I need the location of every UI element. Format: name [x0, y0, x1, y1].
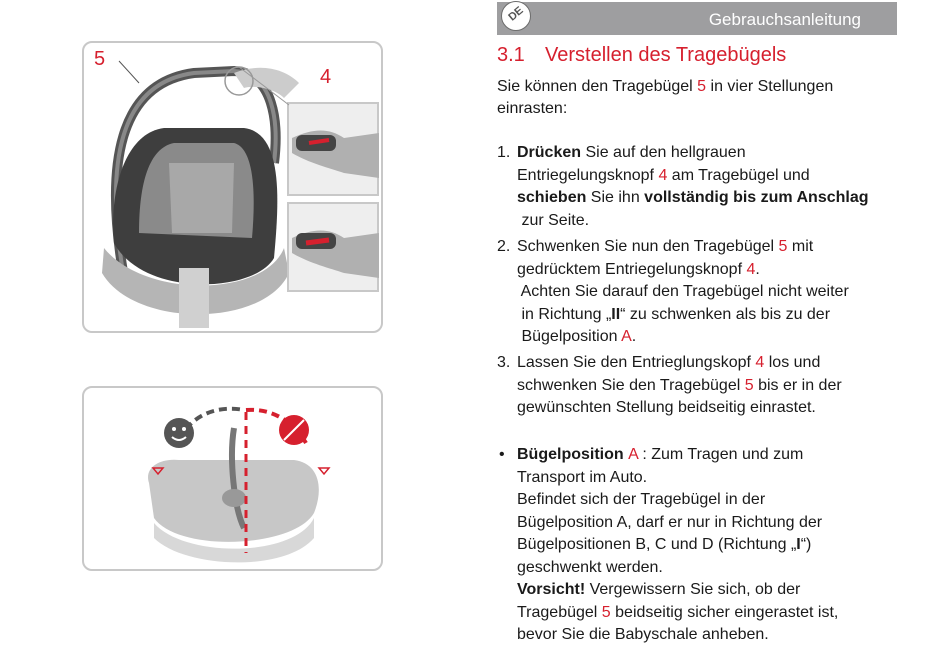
step-ref: 5: [778, 238, 788, 255]
step-text: Schwenken Sie nun den Tragebügel: [517, 238, 779, 255]
step-text: Sie auf den hellgrauen: [581, 144, 746, 161]
bullet-text: bevor Sie die Babyschale anheben.: [517, 626, 769, 643]
bullet-text: : Zum Tragen und zum: [637, 446, 804, 463]
figure-car-seat-handle: [82, 41, 383, 333]
bullet-text: Bügelposition A, darf er nur in Richtung der: [517, 513, 823, 531]
step-ref: 4: [746, 260, 756, 278]
bullet-dot: •: [499, 446, 505, 463]
step-number: 2.: [497, 238, 511, 255]
step-text: Sie ihn: [586, 189, 645, 206]
bullet-text: “): [800, 536, 812, 553]
car-seat-illustration: [84, 43, 381, 331]
bullet-text: Tragebügel: [517, 603, 602, 621]
intro-ref: 5: [697, 78, 707, 95]
bullet-text: Vorsicht!: [517, 581, 586, 598]
language-label: DE: [506, 4, 526, 24]
step-text: II: [611, 305, 621, 323]
step-text: .: [631, 328, 637, 345]
bullet-ref: 5: [601, 603, 611, 621]
intro-paragraph: [497, 76, 897, 120]
section-heading: Verstellen des Tragebügels: [545, 44, 787, 66]
bullet-text: Befindet sich der Tragebügel in der: [517, 491, 766, 508]
step-ref: 4: [755, 354, 765, 371]
language-badge: [501, 1, 531, 31]
step-text: mit: [787, 238, 814, 255]
bullet-text: I: [796, 536, 801, 553]
intro-text-end: in vier Stellungen einrasten:: [497, 78, 834, 117]
step-text: gewünschten Stellung beidseitig einrastet.: [517, 399, 816, 416]
step-ref: A: [621, 328, 632, 345]
step-text: Achten Sie darauf den Tragebügel nicht weiter: [517, 283, 849, 300]
bullet-text: Bügelpositionen B, C und D (Richtung „: [517, 536, 797, 553]
step-text: Entriegelungsknopf: [517, 166, 659, 184]
step-text: los und: [764, 354, 821, 371]
step-text: gedrücktem Entriegelungsknopf: [517, 260, 747, 278]
bullet-text: beidseitig sicher eingerastet ist,: [610, 603, 839, 621]
step-number: 3.: [497, 354, 511, 371]
step-text: Drücken: [517, 144, 582, 161]
bullet-ref: A: [628, 446, 638, 463]
step-text: Lassen Sie den Entrieglungskopf: [517, 354, 756, 371]
section-number: 3.1: [497, 44, 525, 66]
step-ref: 4: [658, 166, 668, 184]
step-text: vollständig bis zum Anschlag: [644, 189, 869, 206]
step-text: .: [755, 260, 760, 278]
header-title: Gebrauchsanleitung: [708, 10, 861, 29]
step-text: schieben: [517, 189, 587, 206]
bullet-text: Vergewissern Sie sich, ob der: [585, 581, 801, 598]
header-bar: [497, 2, 897, 35]
bullet-text: Bügelposition: [517, 446, 629, 463]
callout-4: 4: [320, 66, 332, 88]
section-title: [497, 44, 786, 67]
step-text: in Richtung „: [517, 305, 612, 323]
step-number: 1.: [497, 144, 511, 161]
intro-text: Sie können den Tragebügel: [497, 78, 698, 95]
callout-5: 5: [94, 48, 106, 70]
step-text: “ zu schwenken als bis zu der: [620, 305, 831, 323]
step-ref: 5: [744, 376, 754, 394]
bullet-text: geschwenkt werden.: [517, 558, 663, 576]
handle-position-illustration: [84, 388, 381, 569]
step-text: zur Seite.: [517, 211, 590, 229]
step-text: Bügelposition: [517, 328, 622, 345]
figure-handle-positions: [82, 386, 383, 571]
step-text: schwenken Sie den Tragebügel: [517, 376, 745, 394]
step-text: am Tragebügel und: [667, 166, 810, 184]
step-text: bis er in der: [753, 376, 842, 394]
bullet-text: Transport im Auto.: [517, 468, 648, 486]
